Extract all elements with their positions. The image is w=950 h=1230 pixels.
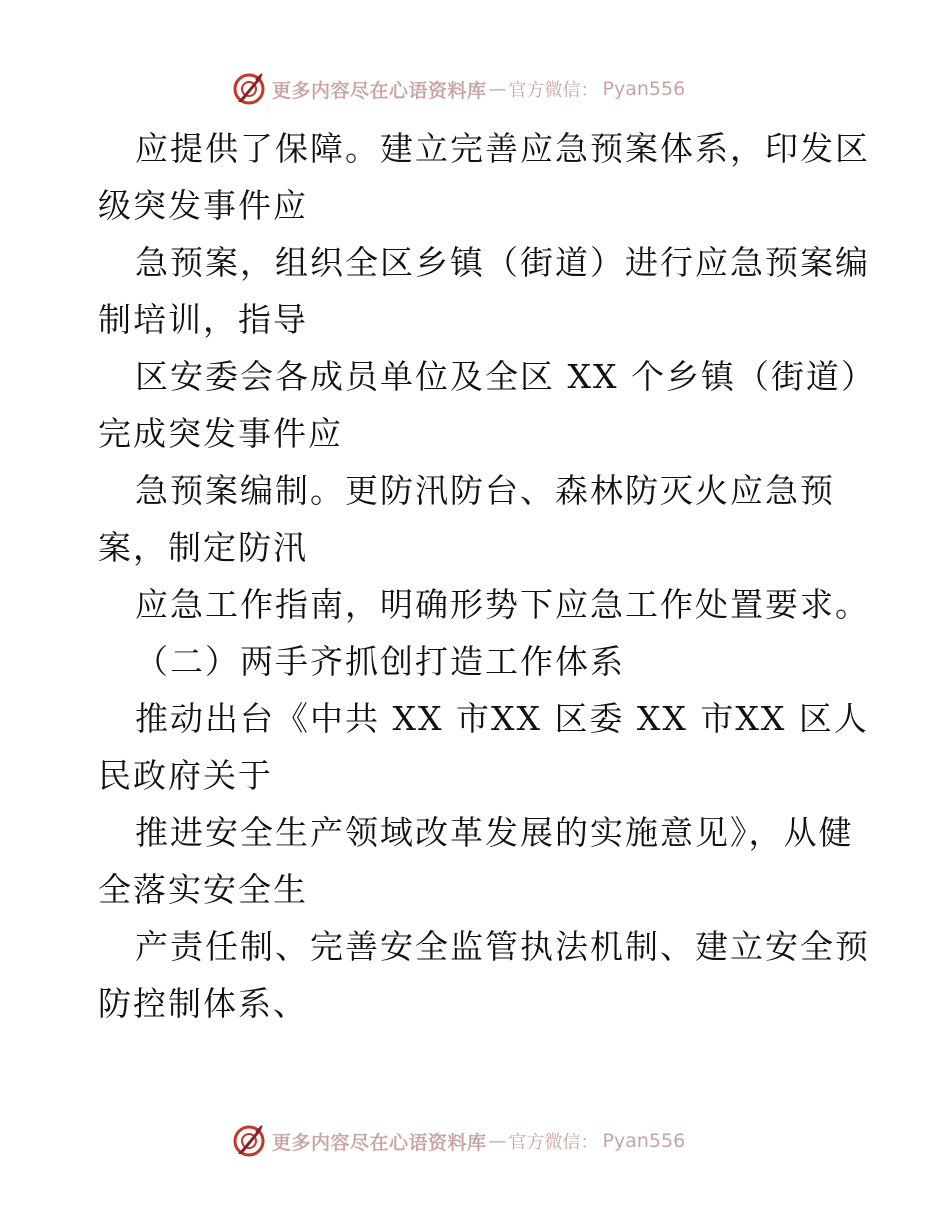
quill-pen-logo-icon <box>232 1124 266 1158</box>
body-line: 防控制体系、 <box>98 984 308 1023</box>
footer-wechat-label: 官方微信： <box>508 1132 599 1153</box>
footer-brand-text: 更多内容尽在心语资料库 <box>272 1131 487 1154</box>
body-line: 民政府关于 <box>98 756 273 795</box>
section-heading: （二）两手齐抓创打造工作体系 <box>135 642 625 681</box>
quill-pen-logo-icon <box>232 72 266 106</box>
body-line: 急预案，组织全区乡镇（街道）进行应急预案编 <box>135 243 870 282</box>
body-line: 案，制定防汛 <box>98 528 308 567</box>
footer-wechat-id: Pyan556 <box>602 1130 686 1152</box>
footer-separator: — <box>488 1130 507 1152</box>
body-line: 急预案编制。更防汛防台、森林防灭火应急预 <box>135 471 835 510</box>
body-line: 级突发事件应 <box>98 186 308 225</box>
body-line: 全落实安全生 <box>98 870 308 909</box>
body-line: 产责任制、完善安全监管执法机制、建立安全预 <box>135 927 870 966</box>
body-line: 推进安全生产领域改革发展的实施意见》，从健 <box>135 813 854 852</box>
body-line: 应急工作指南，明确形势下应急工作处置要求。 <box>135 585 870 624</box>
body-line: 制培训，指导 <box>98 300 308 339</box>
header-brand-text: 更多内容尽在心语资料库 <box>272 79 487 102</box>
body-line: 完成突发事件应 <box>98 414 343 453</box>
footer-banner <box>232 1124 685 1158</box>
header-banner <box>232 72 685 106</box>
header-wechat-id: Pyan556 <box>602 78 686 100</box>
body-line: 推动出台《中共 XX 市XX 区委 XX 市XX 区人 <box>135 699 869 738</box>
header-wechat-label: 官方微信： <box>508 80 599 101</box>
body-line: 应提供了保障。建立完善应急预案体系，印发区 <box>135 129 870 168</box>
header-separator: — <box>488 78 507 100</box>
document-body <box>98 120 876 1032</box>
body-line: 区安委会各成员单位及全区 XX 个乡镇（街道） <box>135 357 876 396</box>
